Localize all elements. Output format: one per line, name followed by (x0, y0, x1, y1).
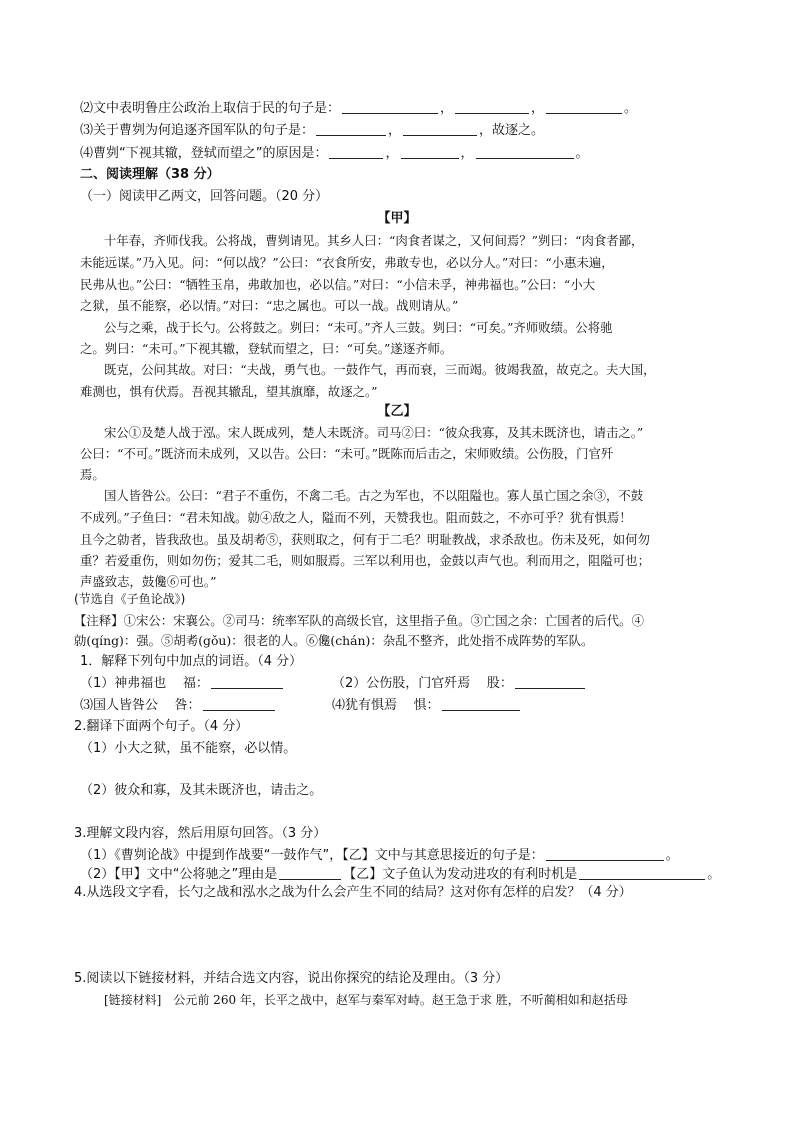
answer-blank[interactable] (316, 122, 386, 136)
q2-item-b: （2）彼众和寡，及其未既济也，请击之。 (80, 783, 323, 798)
answer-blank[interactable] (203, 697, 275, 711)
link-material: [链接材料] 公元前 260 年，长平之战中，赵军与秦军对峙。赵王急于求 胜，不听蔺相如和赵括母 (104, 993, 628, 1007)
q1-item-a: （1）神弗福也 福： (80, 675, 285, 693)
yi-text-line: 焉。 (80, 467, 105, 482)
answer-blank[interactable] (211, 675, 283, 689)
answer-blank[interactable] (401, 145, 459, 159)
jia-text-line: 未能远谋。”乃入见。问：“何以战？”公曰：“衣食所安，弗敢专也，必以分人。”对曰：“小惠未遍， (80, 255, 614, 270)
answer-blank[interactable] (515, 675, 585, 689)
jia-heading: 【甲】 (377, 211, 417, 226)
yi-text-line: 国人皆咎公。公曰：“君子不重伤，不禽二毛。古之为军也，不以阻隘也。寡人虽亡国之余③，不鼓 (104, 488, 644, 503)
yi-text-line: 声盛致志，鼓儳⑥可也。” (80, 574, 217, 589)
question-4-line: ⑷曹刿“下视其辙，登轼而望之”的原因是： ， ， 。 (80, 146, 589, 161)
answer-blank[interactable] (546, 100, 622, 114)
jia-text-line: 难测也，惧有伏焉。吾视其辙乱，望其旗靡，故逐之。” (80, 384, 378, 399)
yi-heading: 【乙】 (377, 404, 417, 419)
q3-item-b: （2）【甲】文中“公将驰之”理由是 【乙】文子鱼认为发动进攻的有利时机是 。 (80, 867, 721, 882)
q1-item-b: （2）公伤股，门官歼焉 股： (332, 675, 587, 693)
answer-blank[interactable] (279, 866, 341, 880)
question-3-line: ⑶关于曹刿为何追逐齐国军队的句子是： ， ，故逐之。 (80, 123, 545, 138)
q3-title: 3.理解文段内容，然后用原句回答。（3 分） (74, 826, 327, 841)
question-2-line: ⑵文中表明鲁庄公政治上取信于民的句子是： ， ， 。 (80, 101, 638, 116)
yi-text-line: 公曰：“不可。”既济而未成列，又以告。公曰：“未可。”既陈而后击之，宋师败绩。公伤股，门官歼 (80, 446, 614, 461)
answer-blank[interactable] (546, 847, 664, 861)
yi-text-line: 且今之勍者，皆我敌也。虽及胡耇⑤，获则取之，何有于二毛？明耻教战，求杀敌也。伤未及死，如何勿 (80, 532, 650, 547)
jia-text-line: 十年春，齐师伐我。公将战，曹刿请见。其乡人曰：“肉食者谋之，又何间焉？”刿曰：“肉食者鄙， (104, 233, 644, 248)
q2-item-a: （1）小大之狱，虽不能察，必以情。 (80, 741, 297, 756)
answer-blank[interactable] (455, 100, 529, 114)
q1-item-c: ⑶国人皆咎公 咎： (80, 697, 277, 715)
yi-text-line: 宋公①及楚人战于泓。宋人既成列，楚人未既济。司马②曰：“彼众我寡，及其未既济也，请击之。” (104, 425, 644, 440)
yi-text-line: 重？若爱重伤，则如勿伤；爱其二毛，则如服焉。三军以利用也，金鼓以声气也。利而用之，阻隘可也； (80, 553, 650, 568)
jia-text-line: 之狱，虽不能察，必以情。”对曰：“忠之属也。可以一战。战则请从。” (80, 298, 459, 313)
section-title: 二、阅读理解（38 分） (80, 167, 220, 182)
q2-title: 2.翻译下面两个句子。（4 分） (74, 719, 249, 734)
source-citation: (节选自《子鱼论战》) (74, 592, 186, 606)
jia-text-line: 民弗从也。”公曰：“牺牲玉帛，弗敢加也，必以信。”对曰：“小信未孚，神弗福也。”公曰：“小大 (80, 277, 596, 292)
annotation-line: 【注释】①宋公：宋襄公。②司马：统率军队的高级长官，这里指子鱼。③亡国之余：亡国者的后代。④ (74, 613, 644, 628)
q1-item-d: ⑷犹有惧焉 惧： (332, 697, 522, 715)
q4-title: 4.从选段文字看，长勺之战和泓水之战为什么会产生不同的结局？这对你有怎样的启发？（4 分） (74, 885, 632, 900)
q3-item-a: （1）《曹刿论战》中提到作战要“一鼓作气”，【乙】文中与其意思接近的句子是： 。 (80, 848, 679, 863)
answer-blank[interactable] (442, 697, 520, 711)
q1-title: 1．解释下列句中加点的词语。（4 分） (80, 654, 303, 669)
jia-text-line: 既克，公问其故。对曰：“夫战，勇气也。一鼓作气，再而衰，三而竭。彼竭我盈，故克之。夫大国， (104, 362, 656, 377)
q5-title: 5.阅读以下链接材料，并结合选文内容，说出你探究的结论及理由。（3 分） (74, 971, 509, 986)
part-title: （一）阅读甲乙两文，回答问题。（20 分） (80, 189, 329, 204)
jia-text-line: 公与之乘，战于长勺。公将鼓之。刿曰：“未可。”齐人三鼓。刿曰：“可矣。”齐师败绩。公将驰 (104, 320, 613, 335)
answer-blank[interactable] (329, 145, 383, 159)
annotation-line: 勍(qíng)：强。⑤胡耇(gǒu)：很老的人。⑥儳(chán)：杂乱不整齐，此处指不成阵势的军队。 (74, 633, 594, 648)
answer-blank[interactable] (403, 122, 477, 136)
jia-text-line: 之。刿曰：“未可。”下视其辙，登轼而望之，曰：“可矣。”遂逐齐师。 (80, 341, 453, 356)
answer-blank[interactable] (342, 100, 438, 114)
yi-text-line: 不成列。”子鱼曰：“君未知战。勍④敌之人，隘而不列，天赞我也。阻而鼓之，不亦可乎？犹有惧焉！ (80, 510, 632, 525)
answer-blank[interactable] (579, 866, 705, 880)
answer-blank[interactable] (476, 145, 574, 159)
